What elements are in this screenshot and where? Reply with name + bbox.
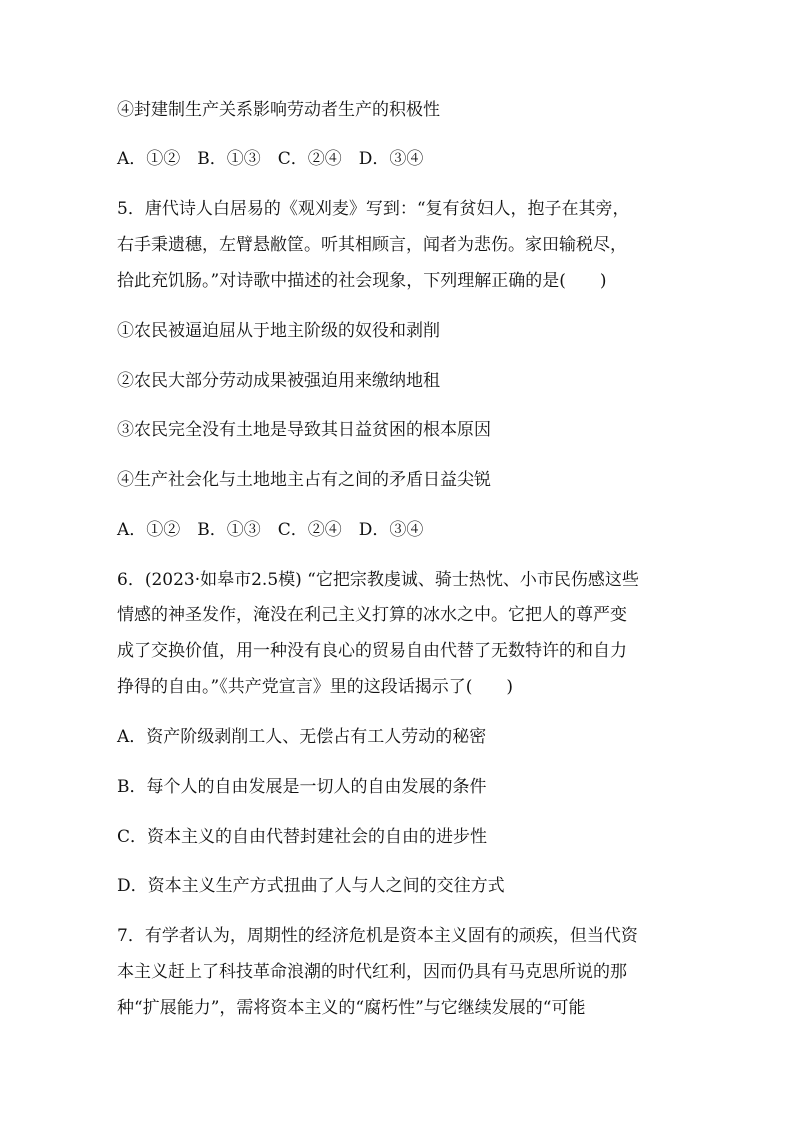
q6-option-b: B．每个人的自由发展是一切人的自由发展的条件 [117,777,487,797]
q5-stem-line-3: 拾此充饥肠。”对诗歌中描述的社会现象，下列理解正确的是( ) [117,271,607,291]
q6-stem-line-4: 挣得的自由。”《共产党宣言》里的这段话揭示了( ) [117,677,513,697]
q5-option-4: ④生产社会化与土地地主占有之间的矛盾日益尖锐 [117,470,491,490]
q6-option-a: A．资产阶级剥削工人、无偿占有工人劳动的秘密 [117,727,487,747]
q7-stem-line-2: 本主义赶上了科技革命浪潮的时代红利，因而仍具有马克思所说的那 [117,962,627,982]
q7-stem-line-1: 7．有学者认为，周期性的经济危机是资本主义固有的顽疾，但当代资 [117,926,638,946]
q6-stem-line-2: 情感的神圣发作，淹没在利己主义打算的冰水之中。它把人的尊严变 [117,605,627,625]
q5-stem-line-2: 右手秉遗穗，左臂悬敝筐。听其相顾言，闻者为悲伤。家田输税尽， [117,235,627,255]
q5-option-2: ②农民大部分劳动成果被强迫用来缴纳地租 [117,371,440,391]
q5-option-3: ③农民完全没有土地是导致其日益贫困的根本原因 [117,420,491,440]
q5-option-1: ①农民被逼迫屈从于地主阶级的奴役和剥削 [117,321,440,341]
q4-answer-choices: A．①② B．①③ C．②④ D．③④ [117,149,424,169]
q6-stem-line-1: 6．(2023·如皋市2.5模) “它把宗教虔诚、骑士热忱、小市民伤感这些 [117,570,639,590]
q6-option-d: D．资本主义生产方式扭曲了人与人之间的交往方式 [117,876,505,896]
q6-stem-line-3: 成了交换价值，用一种没有良心的贸易自由代替了无数特许的和自力 [117,641,627,661]
q4-option-4: ④封建制生产关系影响劳动者生产的积极性 [117,100,440,120]
q6-option-c: C．资本主义的自由代替封建社会的自由的进步性 [117,827,488,847]
q5-stem-line-1: 5．唐代诗人白居易的《观刈麦》写到：“复有贫妇人，抱子在其旁， [117,199,630,219]
q7-stem-line-3: 种“扩展能力”，需将资本主义的“腐朽性”与它继续发展的“可能 [117,998,586,1018]
q5-answer-choices: A．①② B．①③ C．②④ D．③④ [117,520,424,540]
